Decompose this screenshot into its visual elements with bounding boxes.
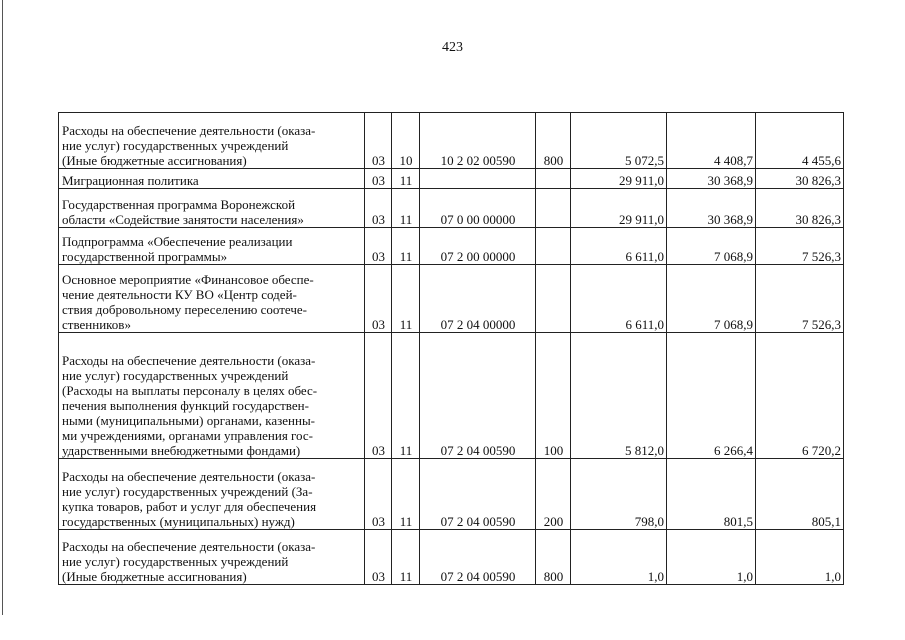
target-article-code: 07 0 00 00000 bbox=[420, 189, 536, 228]
section-code: 03 bbox=[365, 228, 392, 265]
table-row bbox=[59, 333, 844, 459]
budget-table bbox=[58, 112, 844, 585]
amount-year-2: 7 068,9 bbox=[667, 265, 756, 333]
subsection-code: 11 bbox=[392, 459, 420, 530]
target-article-code: 10 2 02 00590 bbox=[420, 113, 536, 169]
description-line: купка товаров, работ и услуг для обеспечения bbox=[62, 499, 317, 514]
amount-year-2: 801,5 bbox=[667, 459, 756, 530]
expense-type-code bbox=[536, 265, 571, 333]
table-row bbox=[59, 169, 844, 189]
description-line: Основное мероприятие «Финансовое обеспе- bbox=[62, 272, 314, 287]
amount-year-1: 29 911,0 bbox=[571, 189, 667, 228]
table-row bbox=[59, 189, 844, 228]
row-description bbox=[59, 169, 365, 189]
row-description bbox=[59, 333, 365, 459]
table-row bbox=[59, 530, 844, 585]
amount-year-2: 4 408,7 bbox=[667, 113, 756, 169]
amount-year-2: 7 068,9 bbox=[667, 228, 756, 265]
target-article-code: 07 2 00 00000 bbox=[420, 228, 536, 265]
description-line: Государственная программа Воронежской bbox=[62, 197, 296, 212]
amount-year-1: 1,0 bbox=[571, 530, 667, 585]
description-line: чение деятельности КУ ВО «Центр содей- bbox=[62, 287, 297, 302]
description-line: (Иные бюджетные ассигнования) bbox=[62, 569, 247, 584]
target-article-code bbox=[420, 169, 536, 189]
description-line: области «Содействие занятости населения» bbox=[62, 212, 304, 227]
description-line: (Иные бюджетные ассигнования) bbox=[62, 153, 247, 168]
table-row bbox=[59, 459, 844, 530]
description-line: печения выполнения функций государствен- bbox=[62, 398, 309, 413]
row-description bbox=[59, 113, 365, 169]
description-line: Расходы на обеспечение деятельности (оказа- bbox=[62, 469, 316, 484]
section-code: 03 bbox=[365, 169, 392, 189]
amount-year-2: 1,0 bbox=[667, 530, 756, 585]
description-line: (Расходы на выплаты персоналу в целях обес- bbox=[62, 383, 318, 398]
section-code: 03 bbox=[365, 113, 392, 169]
target-article-code: 07 2 04 00590 bbox=[420, 459, 536, 530]
amount-year-1: 29 911,0 bbox=[571, 169, 667, 189]
subsection-code: 11 bbox=[392, 530, 420, 585]
amount-year-3: 7 526,3 bbox=[756, 265, 844, 333]
description-line: ными (муниципальными) органами, казенны- bbox=[62, 413, 316, 428]
amount-year-2: 6 266,4 bbox=[667, 333, 756, 459]
amount-year-3: 30 826,3 bbox=[756, 169, 844, 189]
expense-type-code bbox=[536, 189, 571, 228]
subsection-code: 11 bbox=[392, 228, 420, 265]
page-number: 423 bbox=[442, 40, 463, 55]
description-line: ударственными внебюджетными фондами) bbox=[62, 443, 301, 458]
description-line: ние услуг) государственных учреждений bbox=[62, 368, 289, 383]
subsection-code: 11 bbox=[392, 265, 420, 333]
row-description bbox=[59, 265, 365, 333]
description-line: ственников» bbox=[62, 317, 131, 332]
amount-year-3: 1,0 bbox=[756, 530, 844, 585]
description-line: государственной программы» bbox=[62, 249, 228, 264]
expense-type-code bbox=[536, 228, 571, 265]
section-code: 03 bbox=[365, 333, 392, 459]
subsection-code: 10 bbox=[392, 113, 420, 169]
description-line: Миграционная политика bbox=[62, 173, 199, 188]
expense-type-code bbox=[536, 169, 571, 189]
row-description bbox=[59, 530, 365, 585]
amount-year-3: 7 526,3 bbox=[756, 228, 844, 265]
description-line: ние услуг) государственных учреждений bbox=[62, 138, 289, 153]
description-line: Расходы на обеспечение деятельности (оказа- bbox=[62, 353, 316, 368]
amount-year-3: 6 720,2 bbox=[756, 333, 844, 459]
amount-year-1: 6 611,0 bbox=[571, 265, 667, 333]
section-code: 03 bbox=[365, 189, 392, 228]
subsection-code: 11 bbox=[392, 189, 420, 228]
subsection-code: 11 bbox=[392, 169, 420, 189]
row-description bbox=[59, 459, 365, 530]
target-article-code: 07 2 04 00590 bbox=[420, 333, 536, 459]
amount-year-2: 30 368,9 bbox=[667, 189, 756, 228]
table-row bbox=[59, 113, 844, 169]
description-line: ние услуг) государственных учреждений (За- bbox=[62, 484, 313, 499]
amount-year-1: 798,0 bbox=[571, 459, 667, 530]
description-line: Расходы на обеспечение деятельности (оказа- bbox=[62, 123, 316, 138]
section-code: 03 bbox=[365, 459, 392, 530]
description-line: ние услуг) государственных учреждений bbox=[62, 554, 289, 569]
expense-type-code: 200 bbox=[536, 459, 571, 530]
amount-year-3: 4 455,6 bbox=[756, 113, 844, 169]
section-code: 03 bbox=[365, 265, 392, 333]
description-line: ми учреждениями, органами управления гос- bbox=[62, 428, 313, 443]
description-line: ствия добровольному переселению соотече- bbox=[62, 302, 308, 317]
section-code: 03 bbox=[365, 530, 392, 585]
target-article-code: 07 2 04 00000 bbox=[420, 265, 536, 333]
amount-year-1: 6 611,0 bbox=[571, 228, 667, 265]
amount-year-1: 5 812,0 bbox=[571, 333, 667, 459]
table-row bbox=[59, 265, 844, 333]
amount-year-1: 5 072,5 bbox=[571, 113, 667, 169]
amount-year-3: 805,1 bbox=[756, 459, 844, 530]
description-line: государственных (муниципальных) нужд) bbox=[62, 514, 295, 529]
amount-year-2: 30 368,9 bbox=[667, 169, 756, 189]
subsection-code: 11 bbox=[392, 333, 420, 459]
expense-type-code: 800 bbox=[536, 530, 571, 585]
amount-year-3: 30 826,3 bbox=[756, 189, 844, 228]
table-row bbox=[59, 228, 844, 265]
expense-type-code: 800 bbox=[536, 113, 571, 169]
row-description bbox=[59, 228, 365, 265]
target-article-code: 07 2 04 00590 bbox=[420, 530, 536, 585]
row-description bbox=[59, 189, 365, 228]
description-line: Подпрограмма «Обеспечение реализации bbox=[62, 234, 293, 249]
description-line: Расходы на обеспечение деятельности (оказа- bbox=[62, 539, 316, 554]
scan-edge-line bbox=[2, 0, 3, 615]
expense-type-code: 100 bbox=[536, 333, 571, 459]
